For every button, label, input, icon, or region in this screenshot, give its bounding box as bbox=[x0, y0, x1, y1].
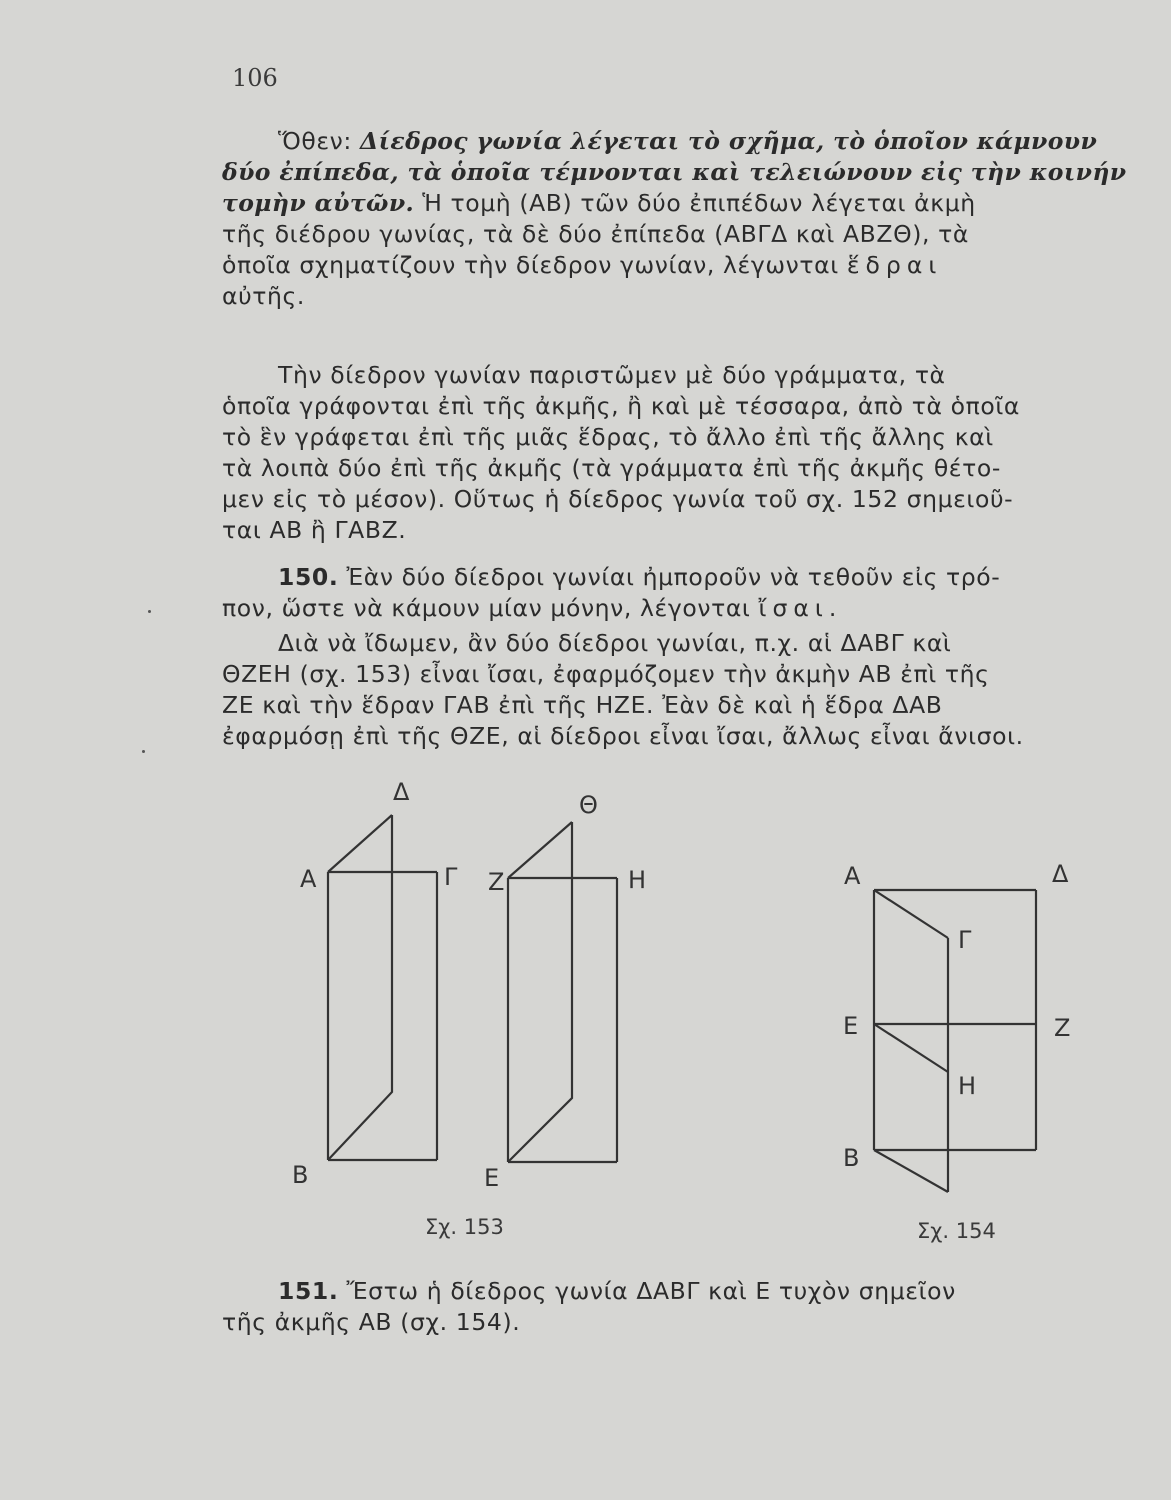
label-eta: Η bbox=[958, 1072, 977, 1100]
text-run: Ὅθεν: bbox=[278, 127, 360, 155]
page-number: 106 bbox=[232, 64, 278, 92]
edge bbox=[328, 815, 392, 1160]
spaced-term: ἴσαι. bbox=[758, 594, 843, 622]
section-number: 151. bbox=[278, 1277, 339, 1305]
text-line bbox=[222, 1276, 1158, 1307]
edge bbox=[874, 1024, 948, 1072]
text-line: ΖΕ καὶ τὴν ἕδραν ΓΑΒ ἐπὶ τῆς ΗΖΕ. Ἐὰν δὲ καὶ ἡ ἕδρα ΔΑΒ bbox=[222, 691, 943, 719]
edge bbox=[328, 815, 392, 872]
text-line: τὸ ἓν γράφεται ἐπὶ τῆς μιᾶς ἕδρας, τὸ ἄλλο ἐπὶ τῆς ἄλλης καὶ bbox=[222, 423, 994, 451]
caption-fig-154: Σχ. 154 bbox=[917, 1219, 996, 1243]
section-151 bbox=[222, 1276, 1158, 1338]
text-line: τὰ λοιπὰ δύο ἐπὶ τῆς ἀκμῆς (τὰ γράμματα ἐπὶ τῆς ἀκμῆς θέτο- bbox=[222, 454, 1001, 482]
text-line: τῆς διέδρου γωνίας, τὰ δὲ δύο ἐπίπεδα (ΑΒΓΔ καὶ ΑΒΖΘ), τὰ bbox=[222, 220, 969, 248]
emphasized-text: Δίεδρος γωνία λέγεται τὸ σχῆμα, τὸ ὁποῖον κάμνουν bbox=[360, 127, 1098, 155]
label-beta: Β bbox=[292, 1161, 309, 1189]
text-run: Ἡ τομὴ (ΑΒ) τῶν δύο ἐπιπέδων λέγεται ἀκμὴ bbox=[414, 189, 976, 217]
caption-fig-153: Σχ. 153 bbox=[425, 1215, 504, 1239]
label-gamma: Γ bbox=[444, 863, 458, 891]
edge bbox=[508, 822, 572, 1162]
text-line: ται ΑΒ ἢ ΓΑΒΖ. bbox=[222, 516, 407, 544]
label-alpha: Α bbox=[300, 865, 317, 893]
text-line: μεν εἰς τὸ μέσον). Οὕτως ἡ δίεδρος γωνία τοῦ σχ. 152 σημειοῦ- bbox=[222, 485, 1014, 513]
label-epsilon: Ε bbox=[843, 1012, 859, 1040]
edge bbox=[874, 1150, 948, 1192]
label-zeta: Ζ bbox=[1054, 1014, 1071, 1042]
text-line: ὁποῖα γράφονται ἐπὶ τῆς ἀκμῆς, ἢ καὶ μὲ τέσσαρα, ἀπὸ τὰ ὁποῖα bbox=[222, 392, 1020, 420]
text-line: Διὰ νὰ ἴδωμεν, ἂν δύο δίεδροι γωνίαι, π.χ. αἱ ΔΑΒΓ καὶ bbox=[278, 629, 952, 657]
label-gamma: Γ bbox=[958, 926, 972, 954]
emphasized-text: τομὴν αὐτῶν. bbox=[222, 189, 415, 217]
label-epsilon: Ε bbox=[484, 1164, 500, 1192]
label-eta: Η bbox=[628, 866, 647, 894]
text-line: αὐτῆς. bbox=[222, 282, 305, 310]
label-delta: Δ bbox=[393, 778, 410, 806]
emphasized-text: δύο ἐπίπεδα, τὰ ὁποῖα τέμνονται καὶ τελειώνουν εἰς τὴν κοινήν bbox=[222, 158, 1127, 186]
label-beta: Β bbox=[843, 1144, 860, 1172]
text-line: Τὴν δίεδρον γωνίαν παριστῶμεν μὲ δύο γράμματα, τὰ bbox=[278, 361, 946, 389]
figure-153 bbox=[292, 778, 646, 1192]
text-run: Ἐὰν δύο δίεδροι γωνίαι ἠμποροῦν νὰ τεθοῦν εἰς τρό- bbox=[338, 563, 1001, 591]
spaced-term: ἕδραι bbox=[846, 251, 943, 279]
figure-154 bbox=[843, 860, 1070, 1192]
edge bbox=[508, 822, 572, 878]
text-run: ὁποῖα σχηματίζουν τὴν δίεδρον γωνίαν, λέγωνται bbox=[222, 251, 847, 279]
label-alpha: Α bbox=[844, 862, 861, 890]
label-zeta: Ζ bbox=[488, 868, 505, 896]
section-number: 150. bbox=[278, 563, 339, 591]
text-run: Ἔστω ἡ δίεδρος γωνία ΔΑΒΓ καὶ Ε τυχὸν σημεῖον bbox=[338, 1277, 956, 1305]
text-run: πον, ὥστε νὰ κάμουν μίαν μόνην, λέγονται bbox=[222, 594, 759, 622]
label-theta: Θ bbox=[579, 791, 598, 819]
text-line: ΘΖΕΗ (σχ. 153) εἶναι ἴσαι, ἐφαρμόζομεν τὴν ἀκμὴν ΑΒ ἐπὶ τῆς bbox=[222, 660, 990, 688]
label-delta: Δ bbox=[1052, 860, 1069, 888]
text-line: τῆς ἀκμῆς ΑΒ (σχ. 154). bbox=[222, 1308, 521, 1336]
text-line: ἐφαρμόσῃ ἐπὶ τῆς ΘΖΕ, αἱ δίεδροι εἶναι ἴσαι, ἄλλως εἶναι ἄνισοι. bbox=[222, 722, 1024, 750]
edge bbox=[874, 890, 948, 938]
